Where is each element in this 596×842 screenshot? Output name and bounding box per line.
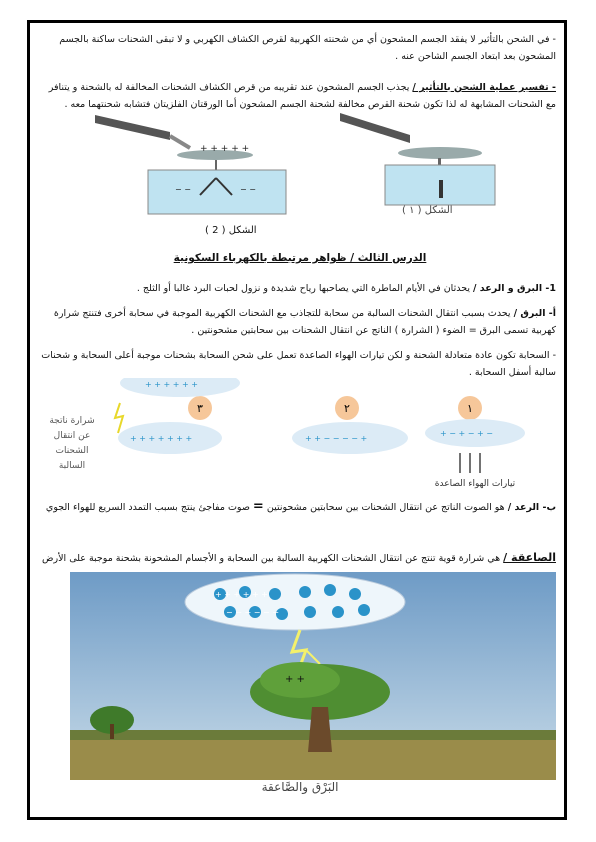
thunder-text-2: صوت مفاجئ ينتج بسبب التمدد السريع للهواء الجوي [45,502,250,513]
electroscope-figure-1 [340,113,495,205]
thunder-equals: = [252,499,264,514]
lightning-thunder-label: 1- البرق و الرعد / [473,283,556,294]
lightning-illustration [70,572,556,780]
spark-label-line-1: شرارة ناتجة [49,416,95,426]
svg-text:+ +: + + [285,674,305,685]
spark-label-line-3: الشحنات [55,446,89,456]
svg-text:− −: − − [175,185,191,194]
photo-caption: البَرْق والصَّاعقة [261,780,339,794]
step-3: ٣ [197,402,203,415]
step-2: ٢ [344,402,350,415]
lightning-text: يحدث بسبب انتقال الشحنات السالبة من سحابة للتجاذب مع الشحنات الكهربية الموجبة في سحابة أخرى فتنتج شرارة كهربية تسمى البرق = الضوء ( الشرارة ) الناتج عن انتقال الشحنات بين سحابتين مشحونتين . [53,308,556,336]
electroscope-figure-2 [95,115,286,214]
thunder-text: هو الصوت الناتج عن انتقال الشحنات بين سحابتين مشحونتين [266,502,508,513]
spark-label-line-4: السالبة [58,461,86,471]
charged-cloud [185,574,405,630]
svg-text:− − − − − −: − − − − − − [226,608,279,617]
paragraph-thunder [40,498,556,516]
spark-label-line-2: عن انتقال [53,431,91,441]
svg-text:− −: − − [240,185,256,194]
thunderbolt-text: هي شرارة قوية تنتج عن انتقال الشحنات الكهربية السالبة بين السحابة و الأجسام المشحونة بشحنة موجبة على الأرض [42,553,501,564]
paragraph-lightning-thunder [40,280,556,297]
electroscope-figures [80,110,540,220]
thunderbolt-label: الصاعقة / [503,551,556,564]
induction-explanation-text: يجذب الجسم المشحون عند تقريبه من قرص الكشاف الشحنات المخالفة له بالشحنة و يتنافر مع الشحنات المشابهة له لذا تكون شحنة القرص مخالفة لشحنة الجسم المشحون أما الورقتان الفلزيتان فتشابه شحنتهما معه . [48,82,556,110]
paragraph-lightning [40,305,556,339]
cloud-charging-diagram [30,378,570,493]
svg-text:+ + − − − − +: + + − − − − + [305,434,368,443]
paragraph-induction-explanation [40,79,556,113]
induction-explanation-label: - تفسير عملية الشحن بالتأثير / [412,82,556,93]
lightning-label: أ- البرق / [513,308,556,319]
step-badges [188,396,482,420]
paragraph-charging-by-induction: - في الشحن بالتأثير لا يفقد الجسم المشحون أي من شحنته الكهربية لقرص الكشاف الكهربي و لا تبقى الشحنات ساكنة بالجسم المشحون بعد ابتعاد الجسم الشاحن عنه . [59,34,556,62]
rising-air-label: تيارات الهواء الصاعدة [434,479,516,489]
lesson-title: الدرس الثالث / ظواهر مرتبطة بالكهرباء السكونية [173,252,427,264]
figure-2-caption: الشكل ( 2 ) [205,225,257,236]
svg-text:+ + + + + + +: + + + + + + + [130,434,193,443]
lightning-thunder-text: يحدثان في الأيام الماطرة التي يصاحبها رياح شديدة و نزول لحبات البرد غالبا أو الثلج . [136,283,473,294]
svg-text:+ + + + + +: + + + + + + [215,590,268,599]
paragraph-cloud-charging: - السحابة تكون عادة متعادلة الشحنة و لكن تيارات الهواء الصاعدة تعمل على شحن السحابة بشحنات موجبة أعلى السحابة و شحنات سالبة أسفل السحابة . [41,350,556,378]
svg-text:+ + + + +: + + + + + [200,144,250,154]
svg-text:+ + + + + +: + + + + + + [145,380,198,389]
thunder-label: ب- الرعد / [507,502,556,513]
step-1: ١ [467,402,473,415]
svg-text:+ − + − + −: + − + − + − [440,429,493,438]
figure-1-caption: الشكل ( ١ ) [402,205,453,216]
